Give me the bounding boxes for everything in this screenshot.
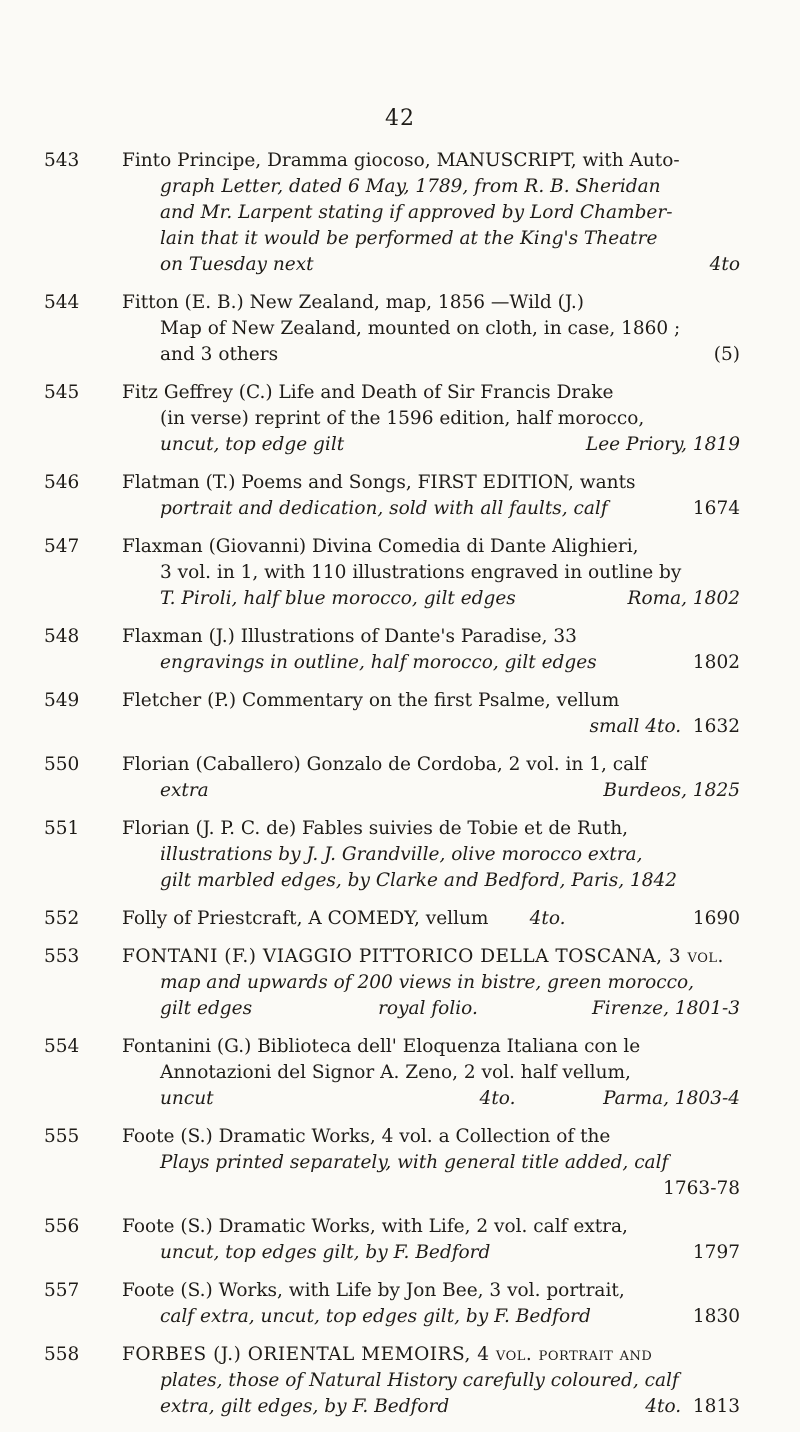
- catalogue-entry: [44, 1124, 744, 1202]
- lot-number: 545: [44, 382, 80, 403]
- entry-line: calf extra, uncut, top edges gilt, by F. Bedford 1830: [122, 1304, 744, 1330]
- catalogue-entry: [44, 688, 744, 740]
- catalogue-entry: [44, 1034, 744, 1112]
- catalogue-entry: [44, 1278, 744, 1330]
- entry-line: Map of New Zealand, mounted on cloth, in case, 1860 ;: [160, 318, 681, 339]
- catalogue-entry: [44, 1214, 744, 1266]
- catalogue-entry: [44, 752, 744, 804]
- entry-line: Plays printed separately, with general title added, calf: [160, 1152, 669, 1173]
- catalogue-entry: [44, 534, 744, 612]
- lot-number: 544: [44, 292, 80, 313]
- entry-line: 3 vol. in 1, with 110 illustrations engraved in outline by: [160, 562, 682, 583]
- catalogue-entry: [44, 470, 744, 522]
- lot-number: 554: [44, 1036, 80, 1057]
- catalogue-entry: [44, 816, 744, 894]
- page-number: 42: [385, 106, 415, 131]
- entry-line: Flaxman (J.) Illustrations of Dante's Paradise, 33: [122, 626, 577, 647]
- entry-line: Florian (J. P. C. de) Fables suivies de Tobie et de Ruth,: [122, 818, 629, 839]
- entry-line: engravings in outline, half morocco, gilt edges 1802: [122, 650, 744, 676]
- entry-line: portrait and dedication, sold with all faults, calf 1674: [122, 496, 744, 522]
- format-label: 4to: [709, 254, 740, 275]
- entry-line: and 3 others (5): [122, 342, 744, 368]
- lot-number: 546: [44, 472, 80, 493]
- imprint: Lee Priory, 1819: [585, 434, 740, 455]
- lot-number: 551: [44, 818, 80, 839]
- entry-line: FORBES (J.) ORIENTAL MEMOIRS, 4 vol. portrait and: [122, 1344, 653, 1365]
- entry-line: Folly of Priestcraft, A COMEDY, vellum 4to. 1690: [122, 906, 744, 932]
- entry-line: Flaxman (Giovanni) Divina Comedia di Dante Alighieri,: [122, 536, 639, 557]
- catalogue-entry: [44, 380, 744, 458]
- entry-line: Foote (S.) Dramatic Works, 4 vol. a Collection of the: [122, 1126, 611, 1147]
- imprint: Firenze, 1801-3: [591, 998, 740, 1019]
- entry-line: map and upwards of 200 views in bistre, green morocco,: [160, 972, 694, 993]
- entry-line: Foote (S.) Works, with Life by Jon Bee, 3 vol. portrait,: [122, 1280, 625, 1301]
- year: 1797: [692, 1242, 740, 1263]
- entry-line: Flatman (T.) Poems and Songs, FIRST EDITION, wants: [122, 472, 636, 493]
- entry-line: Florian (Caballero) Gonzalo de Cordoba, 2 vol. in 1, calf: [122, 754, 647, 775]
- entry-line: gilt marbled edges, by Clarke and Bedford, Paris, 1842: [160, 870, 678, 891]
- entry-line: Annotazioni del Signor A. Zeno, 2 vol. half vellum,: [160, 1062, 631, 1083]
- lot-number: 550: [44, 754, 80, 775]
- imprint: Burdeos, 1825: [603, 780, 740, 801]
- entry-line: uncut, top edge gilt Lee Priory, 1819: [122, 432, 744, 458]
- entry-line: and Mr. Larpent stating if approved by Lord Chamber-: [160, 202, 673, 223]
- year: 1632: [692, 716, 740, 737]
- format-and-year: 4to. 1813: [645, 1396, 740, 1417]
- entry-line: [122, 714, 744, 740]
- lot-number: 552: [44, 908, 80, 929]
- catalogue-entries: [44, 148, 744, 1432]
- year: 1690: [692, 908, 740, 929]
- entry-line: illustrations by J. J. Grandville, olive morocco extra,: [160, 844, 643, 865]
- entry-line: Fitz Geffrey (C.) Life and Death of Sir Francis Drake: [122, 382, 614, 403]
- catalogue-entry: [44, 148, 744, 278]
- entry-line: graph Letter, dated 6 May, 1789, from R. B. Sheridan: [160, 176, 661, 197]
- year: 1763-78: [663, 1178, 740, 1199]
- entry-line: FONTANI (F.) VIAGGIO PITTORICO DELLA TOSCANA, 3 vol.: [122, 946, 724, 967]
- entry-line: lain that it would be performed at the King's Theatre: [160, 228, 658, 249]
- entry-line: gilt edges royal folio. Firenze, 1801-3: [122, 996, 744, 1022]
- lot-number: 555: [44, 1126, 80, 1147]
- imprint: Roma, 1802: [627, 588, 740, 609]
- lot-number: 557: [44, 1280, 80, 1301]
- lot-number: 556: [44, 1216, 80, 1237]
- format-label: 4to.: [529, 908, 566, 929]
- format-label: small 4to.: [589, 716, 682, 737]
- lot-number: 549: [44, 690, 80, 711]
- lot-number: 553: [44, 946, 80, 967]
- entry-line: plates, those of Natural History carefully coloured, calf: [160, 1370, 679, 1391]
- entry-line: Finto Principe, Dramma giocoso, MANUSCRIPT, with Auto-: [122, 150, 680, 171]
- year: 1674: [692, 498, 740, 519]
- entry-line: uncut, top edges gilt, by F. Bedford 1797: [122, 1240, 744, 1266]
- catalogue-entry: [44, 290, 744, 368]
- lot-number: 558: [44, 1344, 80, 1365]
- entry-line: on Tuesday next 4to: [122, 252, 744, 278]
- lot-number: 543: [44, 150, 80, 171]
- entry-line: T. Piroli, half blue morocco, gilt edges Roma, 1802: [122, 586, 744, 612]
- catalogue-entry: [44, 906, 744, 932]
- entry-line: extra Burdeos, 1825: [122, 778, 744, 804]
- entry-line: (in verse) reprint of the 1596 edition, half morocco,: [160, 408, 645, 429]
- entry-line: Fitton (E. B.) New Zealand, map, 1856 —Wild (J.): [122, 292, 584, 313]
- entry-line: extra, gilt edges, by F. Bedford 4to. 1813: [122, 1394, 744, 1420]
- imprint: Parma, 1803-4: [603, 1088, 740, 1109]
- lot-number: 548: [44, 626, 80, 647]
- lot-number: 547: [44, 536, 80, 557]
- entry-line: Fletcher (P.) Commentary on the first Psalme, vellum: [122, 690, 620, 711]
- catalogue-entry: [44, 944, 744, 1022]
- catalogue-entry: [44, 1342, 744, 1420]
- lot-count: (5): [713, 344, 740, 365]
- format-label: 4to.: [479, 1088, 516, 1109]
- year: 1802: [692, 652, 740, 673]
- entry-line: Fontanini (G.) Biblioteca dell' Eloquenza Italiana con le: [122, 1036, 641, 1057]
- entry-line: Foote (S.) Dramatic Works, with Life, 2 vol. calf extra,: [122, 1216, 628, 1237]
- year: 1830: [692, 1306, 740, 1327]
- format-label: royal folio.: [378, 998, 478, 1019]
- catalogue-entry: [44, 624, 744, 676]
- entry-line: uncut 4to. Parma, 1803-4: [122, 1086, 744, 1112]
